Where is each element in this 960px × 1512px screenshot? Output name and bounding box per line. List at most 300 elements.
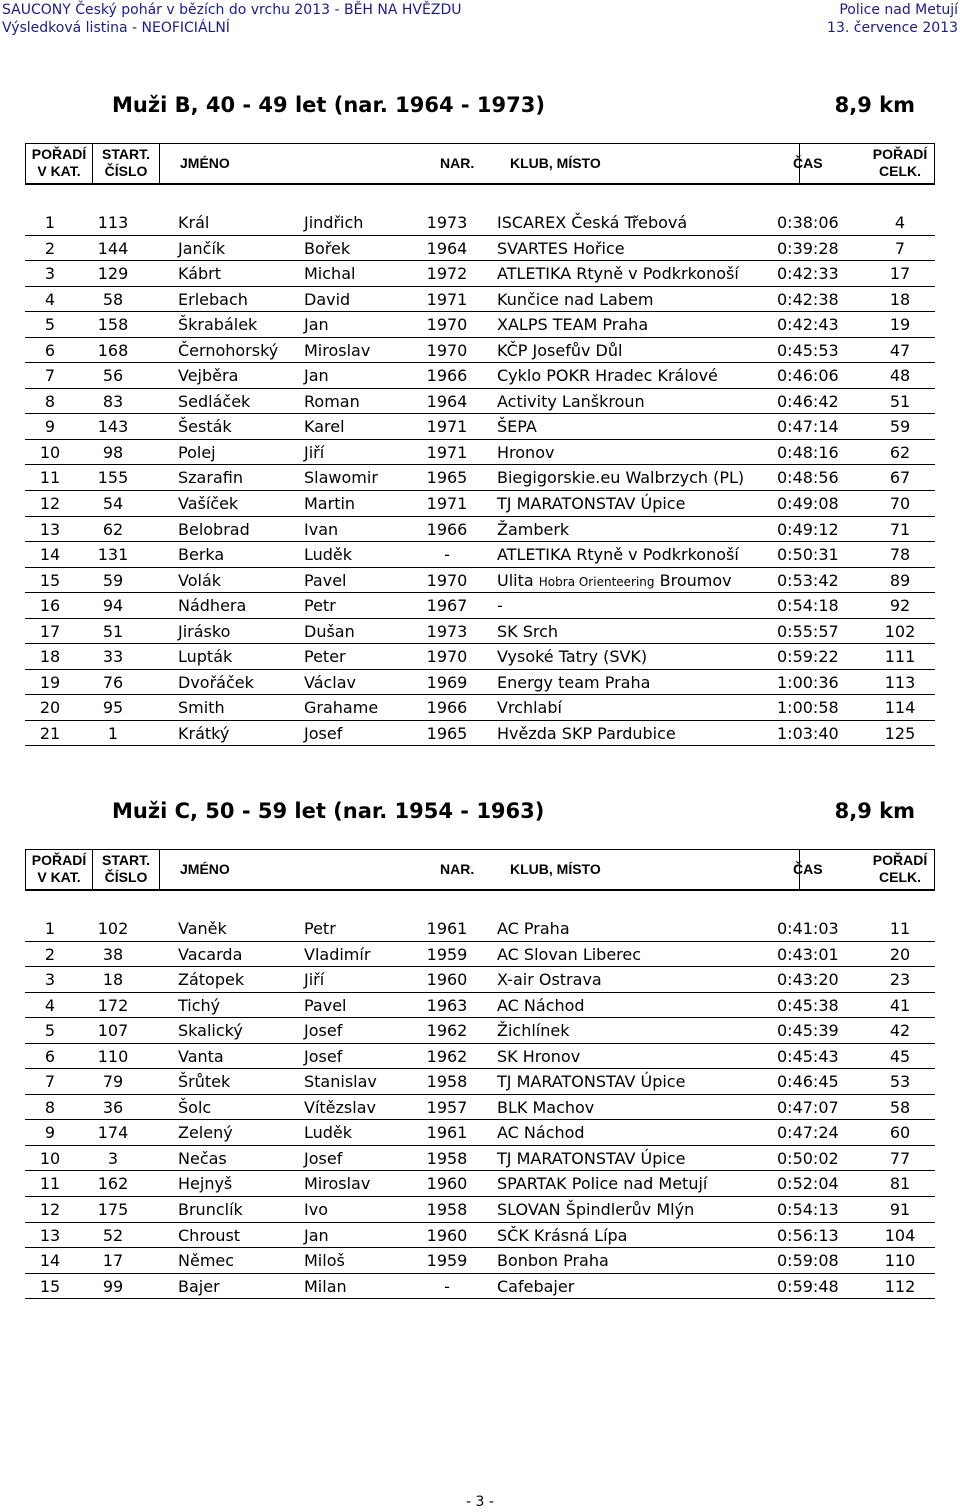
first-name: Martin [304, 494, 356, 514]
table-row [25, 312, 935, 338]
finish-time: 0:43:20 [777, 970, 839, 990]
col-name: JMÉNO [180, 861, 230, 877]
birth-year: 1972 [426, 264, 468, 284]
table-row [25, 721, 935, 747]
club: Vrchlabí [497, 698, 562, 718]
overall-position: 47 [889, 340, 911, 360]
first-name: Vítězslav [304, 1097, 376, 1117]
birth-year: 1966 [426, 366, 468, 386]
birth-year: 1961 [426, 919, 468, 938]
birth-year: 1962 [426, 1021, 468, 1041]
birth-year: 1969 [426, 672, 468, 692]
position: 17 [39, 621, 61, 641]
position: 7 [44, 1072, 56, 1092]
surname: Chroust [178, 1225, 241, 1245]
surname: Sedláček [178, 391, 251, 411]
overall-position: 41 [889, 995, 911, 1015]
overall-position: 62 [889, 442, 911, 462]
club: Bonbon Praha [497, 1251, 609, 1271]
col-year: NAR. [440, 155, 475, 171]
birth-year: - [444, 1276, 450, 1296]
start-number: 95 [102, 698, 124, 718]
finish-time: 0:53:42 [777, 570, 839, 590]
finish-time: 0:49:12 [777, 519, 839, 539]
overall-position: 114 [884, 698, 916, 718]
overall-position: 60 [889, 1123, 911, 1143]
position: 9 [44, 1123, 56, 1143]
first-name: Milan [304, 1276, 347, 1296]
finish-time: 0:50:31 [777, 545, 839, 565]
position: 14 [39, 545, 61, 565]
start-number: 58 [102, 289, 124, 309]
overall-position: 7 [894, 238, 906, 258]
category-distance: 8,9 km [834, 93, 915, 117]
start-number: 131 [97, 545, 129, 565]
start-number: 110 [97, 1046, 129, 1066]
table-row [25, 465, 935, 491]
surname: Lupták [178, 647, 233, 667]
surname: Černohorský [178, 340, 279, 360]
table-row [25, 568, 935, 594]
birth-year: 1963 [426, 995, 468, 1015]
club: KČP Josefův Důl [497, 340, 623, 360]
overall-position: 45 [889, 1046, 911, 1066]
surname: Vanta [178, 1046, 224, 1066]
birth-year: 1966 [426, 519, 468, 539]
finish-time: 0:47:07 [777, 1097, 839, 1117]
first-name: Josef [304, 1046, 343, 1066]
table-row [25, 542, 935, 568]
surname: Vaněk [178, 919, 227, 938]
club: Žamberk [497, 519, 570, 539]
table-row [25, 236, 935, 262]
club: XALPS TEAM Praha [497, 315, 649, 335]
club: Cafebajer [497, 1276, 575, 1296]
first-name: Petr [304, 919, 336, 938]
finish-time: 0:45:53 [777, 340, 839, 360]
club: ATLETIKA Rtyně v Podkrkonoší [497, 545, 739, 565]
club-name: Ulita [497, 570, 534, 590]
finish-time: 0:46:06 [777, 366, 839, 386]
table-row [25, 491, 935, 517]
position: 10 [39, 442, 61, 462]
surname: Zátopek [178, 970, 245, 990]
first-name: David [304, 289, 351, 309]
table-row [25, 363, 935, 389]
position: 15 [39, 570, 61, 590]
col-club: KLUB, MÍSTO [510, 155, 601, 171]
club: AC Náchod [497, 995, 585, 1015]
results-table [25, 916, 935, 1299]
first-name: Peter [304, 647, 346, 667]
table-row [25, 338, 935, 364]
finish-time: 0:52:04 [777, 1174, 839, 1194]
start-number: 174 [97, 1123, 129, 1143]
start-number: 162 [97, 1174, 129, 1194]
first-name: Jiří [304, 442, 325, 462]
overall-position: 113 [884, 672, 916, 692]
birth-year: 1958 [426, 1148, 468, 1168]
first-name: Michal [304, 264, 356, 284]
category-distance: 8,9 km [834, 799, 915, 823]
position: 1 [44, 919, 56, 938]
club: Hronov [497, 442, 555, 462]
position: 16 [39, 596, 61, 616]
start-number: 17 [102, 1251, 124, 1271]
finish-time: 0:49:08 [777, 494, 839, 514]
table-row [25, 517, 935, 543]
first-name: Jan [304, 315, 329, 335]
surname: Vašíček [178, 494, 239, 514]
club: Energy team Praha [497, 672, 651, 692]
birth-year: 1959 [426, 944, 468, 964]
first-name: Pavel [304, 995, 347, 1015]
first-name: Miroslav [304, 1174, 371, 1194]
table-row [25, 440, 935, 466]
table-row [25, 1018, 935, 1044]
position: 11 [39, 1174, 61, 1194]
table-row [25, 942, 935, 968]
finish-time: 0:42:43 [777, 315, 839, 335]
col-time: ČAS [793, 155, 823, 171]
birth-year: 1973 [426, 621, 468, 641]
finish-time: 0:55:57 [777, 621, 839, 641]
col-time: ČAS [793, 861, 823, 877]
overall-position: 67 [889, 468, 911, 488]
table-row [25, 993, 935, 1019]
overall-position: 78 [889, 545, 911, 565]
club-name: Broumov [659, 570, 732, 590]
club: AC Náchod [497, 1123, 585, 1143]
first-name: Stanislav [304, 1072, 377, 1092]
finish-time: 0:59:22 [777, 647, 839, 667]
finish-time: 0:48:16 [777, 442, 839, 462]
first-name: Miloš [304, 1251, 345, 1271]
surname: Polej [178, 442, 216, 462]
finish-time: 0:45:39 [777, 1021, 839, 1041]
start-number: 144 [97, 238, 129, 258]
birth-year: 1958 [426, 1200, 468, 1220]
surname: Šesták [178, 417, 232, 437]
club: AC Slovan Liberec [497, 944, 642, 964]
first-name: Dušan [304, 621, 355, 641]
overall-position: 4 [894, 213, 906, 232]
surname: Vejběra [178, 366, 239, 386]
first-name: Jan [304, 1225, 329, 1245]
surname: Nádhera [178, 596, 247, 616]
category-title: Muži C, 50 - 59 let (nar. 1954 - 1963) [112, 799, 545, 823]
start-number: 1 [107, 723, 119, 743]
start-number: 102 [97, 919, 129, 938]
position: 2 [44, 238, 56, 258]
finish-time: 0:56:13 [777, 1225, 839, 1245]
birth-year: 1966 [426, 698, 468, 718]
position: 8 [44, 1097, 56, 1117]
overall-position: 19 [889, 315, 911, 335]
birth-year: 1971 [426, 494, 468, 514]
table-row [25, 1120, 935, 1146]
start-number: 51 [102, 621, 124, 641]
overall-position: 53 [889, 1072, 911, 1092]
first-name: Jindřich [304, 213, 364, 232]
overall-position: 81 [889, 1174, 911, 1194]
finish-time: 1:00:58 [777, 698, 839, 718]
club: Kunčice nad Labem [497, 289, 654, 309]
category-title: Muži B, 40 - 49 let (nar. 1964 - 1973) [112, 93, 545, 117]
overall-position: 91 [889, 1200, 911, 1220]
table-row [25, 261, 935, 287]
position: 8 [44, 391, 56, 411]
start-number: 62 [102, 519, 124, 539]
table-row [25, 414, 935, 440]
birth-year: 1965 [426, 723, 468, 743]
position: 12 [39, 1200, 61, 1220]
column-header: POŘADÍ V KAT. START. ČÍSLO JMÉNO NAR. KLUB, MÍSTO ČAS POŘADÍ CELK. [25, 143, 935, 185]
club: Vysoké Tatry (SVK) [497, 647, 648, 667]
position: 10 [39, 1148, 61, 1168]
table-row [25, 1044, 935, 1070]
birth-year: - [444, 545, 450, 565]
surname: Erlebach [178, 289, 248, 309]
surname: Jirásko [178, 621, 231, 641]
birth-year: 1965 [426, 468, 468, 488]
finish-time: 0:46:45 [777, 1072, 839, 1092]
club: SLOVAN Špindlerův Mlýn [497, 1200, 695, 1220]
birth-year: 1964 [426, 391, 468, 411]
position: 5 [44, 1021, 56, 1041]
club-name-small: Hobra Orienteering [538, 574, 655, 589]
overall-position: 111 [884, 647, 916, 667]
finish-time: 0:42:38 [777, 289, 839, 309]
surname: Kábrt [178, 264, 222, 284]
start-number: 143 [97, 417, 129, 437]
surname: Volák [178, 570, 222, 590]
surname: Vacarda [178, 944, 243, 964]
overall-position: 89 [889, 570, 911, 590]
position: 3 [44, 970, 56, 990]
surname: Jančík [178, 238, 226, 258]
start-number: 54 [102, 494, 124, 514]
surname: Hejnyš [178, 1174, 233, 1194]
birth-year: 1970 [426, 315, 468, 335]
surname: Zelený [178, 1123, 233, 1143]
results-status: Výsledková listina - NEOFICIÁLNÍ [2, 20, 230, 36]
start-number: 99 [102, 1276, 124, 1296]
results-table [25, 210, 935, 746]
overall-position: 110 [884, 1251, 916, 1271]
event-title: SAUCONY Český pohár v bězích do vrchu 2013 - BĚH NA HVĚZDU [2, 2, 462, 18]
club: Hvězda SKP Pardubice [497, 723, 676, 743]
surname: Škrabálek [178, 315, 258, 335]
finish-time: 0:38:06 [777, 213, 839, 232]
finish-time: 0:59:48 [777, 1276, 839, 1296]
club: Biegigorskie.eu Walbrzych (PL) [497, 468, 745, 488]
birth-year: 1957 [426, 1097, 468, 1117]
club: TJ MARATONSTAV Úpice [497, 1072, 686, 1092]
finish-time: 0:47:24 [777, 1123, 839, 1143]
club: Cyklo POKR Hradec Králové [497, 366, 718, 386]
birth-year: 1958 [426, 1072, 468, 1092]
club: TJ MARATONSTAV Úpice [497, 494, 686, 514]
first-name: Luděk [304, 1123, 353, 1143]
first-name: Ivo [304, 1200, 328, 1220]
page-number: - 3 - [466, 1494, 494, 1510]
table-row [25, 210, 935, 236]
surname: Smith [178, 698, 225, 718]
birth-year: 1970 [426, 340, 468, 360]
birth-year: 1960 [426, 970, 468, 990]
start-number: 94 [102, 596, 124, 616]
table-row [25, 1197, 935, 1223]
col-name: JMÉNO [180, 155, 230, 171]
position: 4 [44, 995, 56, 1015]
club: SPARTAK Police nad Metují [497, 1174, 708, 1194]
overall-position: 125 [884, 723, 916, 743]
position: 6 [44, 340, 56, 360]
start-number: 175 [97, 1200, 129, 1220]
position: 9 [44, 417, 56, 437]
overall-position: 18 [889, 289, 911, 309]
col-pos-cat: POŘADÍ [31, 146, 87, 162]
club: BLK Machov [497, 1097, 595, 1117]
start-number: 98 [102, 442, 124, 462]
overall-position: 48 [889, 366, 911, 386]
position: 14 [39, 1251, 61, 1271]
overall-position: 71 [889, 519, 911, 539]
finish-time: 0:39:28 [777, 238, 839, 258]
position: 11 [39, 468, 61, 488]
birth-year: 1971 [426, 442, 468, 462]
finish-time: 0:54:13 [777, 1200, 839, 1220]
finish-time: 0:43:01 [777, 944, 839, 964]
first-name: Pavel [304, 570, 347, 590]
position: 12 [39, 494, 61, 514]
start-number: 129 [97, 264, 129, 284]
start-number: 33 [102, 647, 124, 667]
start-number: 155 [97, 468, 129, 488]
finish-time: 1:03:40 [777, 723, 839, 743]
first-name: Václav [304, 672, 357, 692]
table-row [25, 1095, 935, 1121]
position: 1 [44, 213, 56, 232]
position: 5 [44, 315, 56, 335]
birth-year: 1970 [426, 570, 468, 590]
overall-position: 17 [889, 264, 911, 284]
start-number: 79 [102, 1072, 124, 1092]
club: X-air Ostrava [497, 970, 602, 990]
club: SVARTES Hořice [497, 238, 625, 258]
table-row [25, 670, 935, 696]
overall-position: 51 [889, 391, 911, 411]
first-name: Josef [304, 723, 343, 743]
table-row [25, 1146, 935, 1172]
start-number: 18 [102, 970, 124, 990]
table-row [25, 1171, 935, 1197]
table-row [25, 1274, 935, 1300]
table-row [25, 593, 935, 619]
start-number: 76 [102, 672, 124, 692]
finish-time: 0:47:14 [777, 417, 839, 437]
birth-year: 1967 [426, 596, 468, 616]
finish-time: 0:45:38 [777, 995, 839, 1015]
position: 19 [39, 672, 61, 692]
surname: Krátký [178, 723, 230, 743]
col-pos-total: POŘADÍ [872, 146, 928, 162]
position: 18 [39, 647, 61, 667]
finish-time: 0:54:18 [777, 596, 839, 616]
club: SK Srch [497, 621, 559, 641]
start-number: 83 [102, 391, 124, 411]
surname: Tichý [178, 995, 221, 1015]
overall-position: 77 [889, 1148, 911, 1168]
start-number: 36 [102, 1097, 124, 1117]
club: ŠEPA [497, 417, 537, 437]
position: 2 [44, 944, 56, 964]
start-number: 172 [97, 995, 129, 1015]
first-name: Jiří [304, 970, 325, 990]
first-name: Miroslav [304, 340, 371, 360]
table-row [25, 967, 935, 993]
first-name: Slawomir [304, 468, 378, 488]
first-name: Jan [304, 366, 329, 386]
surname: Král [178, 213, 210, 232]
birth-year: 1961 [426, 1123, 468, 1143]
overall-position: 42 [889, 1021, 911, 1041]
overall-position: 59 [889, 417, 911, 437]
start-number: 59 [102, 570, 124, 590]
col-pos-total: POŘADÍ [872, 852, 928, 868]
birth-year: 1971 [426, 289, 468, 309]
first-name: Petr [304, 596, 336, 616]
birth-year: 1970 [426, 647, 468, 667]
col-start-num: START. [102, 852, 150, 868]
start-number: 113 [97, 213, 129, 232]
overall-position: 58 [889, 1097, 911, 1117]
overall-position: 20 [889, 944, 911, 964]
first-name: Josef [304, 1021, 343, 1041]
start-number: 158 [97, 315, 129, 335]
birth-year: 1973 [426, 213, 468, 232]
col-pos-cat: POŘADÍ [31, 852, 87, 868]
table-row [25, 389, 935, 415]
birth-year: 1960 [426, 1225, 468, 1245]
overall-position: 112 [884, 1276, 916, 1296]
finish-time: 0:50:02 [777, 1148, 839, 1168]
overall-position: 92 [889, 596, 911, 616]
overall-position: 11 [889, 919, 911, 938]
surname: Nečas [178, 1148, 227, 1168]
col-club: KLUB, MÍSTO [510, 861, 601, 877]
surname: Němec [178, 1251, 235, 1271]
table-row [25, 916, 935, 942]
first-name: Luděk [304, 545, 353, 565]
col-year: NAR. [440, 861, 475, 877]
surname: Brunclík [178, 1200, 243, 1220]
position: 6 [44, 1046, 56, 1066]
finish-time: 0:45:43 [777, 1046, 839, 1066]
first-name: Grahame [304, 698, 379, 718]
position: 4 [44, 289, 56, 309]
position: 20 [39, 698, 61, 718]
surname: Bajer [178, 1276, 220, 1296]
first-name: Karel [304, 417, 345, 437]
club: ISCAREX Česká Třebová [497, 213, 688, 232]
first-name: Vladimír [304, 944, 371, 964]
table-row [25, 287, 935, 313]
start-number: 38 [102, 944, 124, 964]
overall-position: 70 [889, 494, 911, 514]
club: Žichlínek [497, 1021, 570, 1041]
